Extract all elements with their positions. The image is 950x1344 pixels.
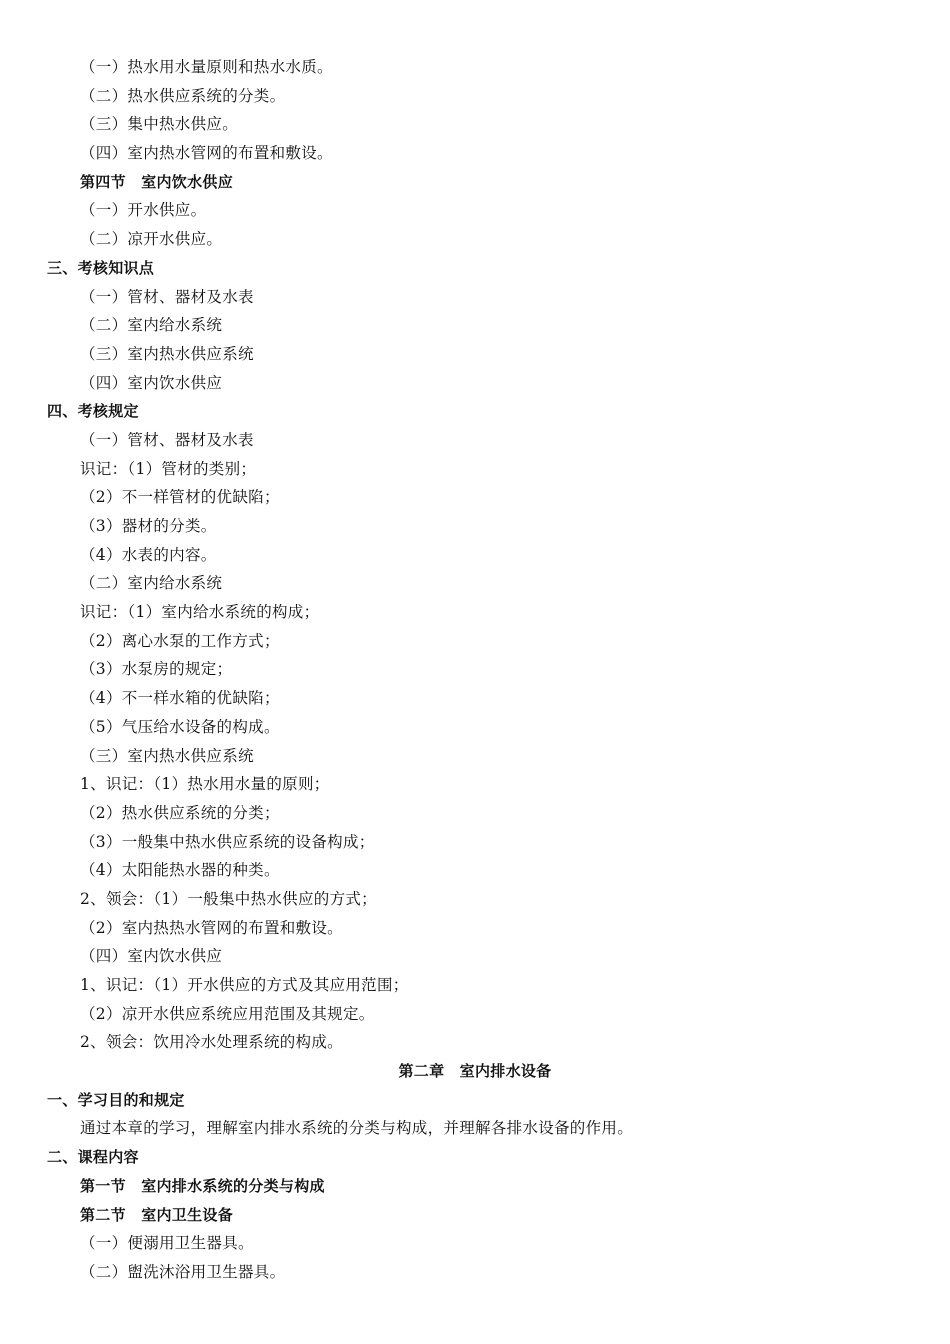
list-item: （四）室内饮水供应: [80, 373, 223, 392]
list-item: （二）热水供应系统的分类。: [80, 86, 286, 105]
list-item: （四）室内饮水供应: [80, 947, 223, 966]
list-item: 2、领会：饮用冷水处理系统的构成。: [80, 1033, 343, 1052]
list-item: （三）室内热水供应系统: [80, 746, 254, 765]
list-item: （一）开水供应。: [80, 201, 207, 220]
list-item: （2）室内热热水管网的布置和敷设。: [80, 918, 343, 937]
list-item: （4）太阳能热水器的种类。: [80, 861, 280, 880]
document-page: [0, 53, 950, 1287]
list-item: （一）热水用水量原则和热水水质。: [80, 58, 333, 76]
part-heading: 一、学习目的和规定: [47, 1090, 185, 1109]
list-item: 识记：（1）管材的类别；: [80, 459, 257, 478]
list-item: （3）水泵房的规定；: [80, 660, 233, 679]
list-item: （二）盥洗沐浴用卫生器具。: [80, 1262, 286, 1281]
list-item: （四）室内热水管网的布置和敷设。: [80, 144, 333, 163]
section-heading: 第四节 室内饮水供应: [80, 172, 234, 191]
part-heading: 四、考核规定: [47, 402, 139, 421]
list-item: （3）器材的分类。: [80, 517, 217, 535]
list-item: （一）便溺用卫生器具。: [80, 1234, 254, 1253]
list-item: 2、领会：（1）一般集中热水供应的方式；: [80, 889, 377, 908]
list-item: （2）不一样管材的优缺陷；: [80, 488, 280, 507]
list-item: （二）室内给水系统: [80, 316, 223, 335]
list-item: （三）集中热水供应。: [80, 115, 239, 134]
part-heading: 二、课程内容: [47, 1148, 139, 1167]
list-item: （2）凉开水供应系统应用范围及其规定。: [80, 1004, 375, 1023]
list-item: （三）室内热水供应系统: [80, 344, 254, 363]
list-item: 1、识记：（1）热水用水量的原则；: [80, 775, 330, 794]
list-item: （4）水表的内容。: [80, 545, 217, 564]
list-item: （二）凉开水供应。: [80, 230, 223, 249]
list-item: 1、识记：（1）开水供应的方式及其应用范围；: [80, 976, 409, 994]
list-item: （2）离心水泵的工作方式；: [80, 631, 280, 650]
list-item: （二）室内给水系统: [80, 574, 223, 593]
list-item: （一）管材、器材及水表: [80, 430, 254, 449]
part-heading: 三、考核知识点: [47, 258, 155, 277]
list-item: （2）热水供应系统的分类；: [80, 803, 280, 822]
list-item: 识记：（1）室内给水系统的构成；: [80, 603, 320, 622]
list-item: （一）管材、器材及水表: [80, 287, 254, 306]
list-item: （3）一般集中热水供应系统的设备构成；: [80, 832, 375, 851]
section-heading: 第二节 室内卫生设备: [80, 1205, 234, 1224]
paragraph: 通过本章的学习，理解室内排水系统的分类与构成，并理解各排水设备的作用。: [80, 1119, 634, 1138]
list-item: （5）气压给水设备的构成。: [80, 717, 280, 736]
chapter-title: 第二章 室内排水设备: [398, 1062, 552, 1081]
section-heading: 第一节 室内排水系统的分类与构成: [80, 1176, 325, 1195]
list-item: （4）不一样水箱的优缺陷；: [80, 689, 280, 708]
